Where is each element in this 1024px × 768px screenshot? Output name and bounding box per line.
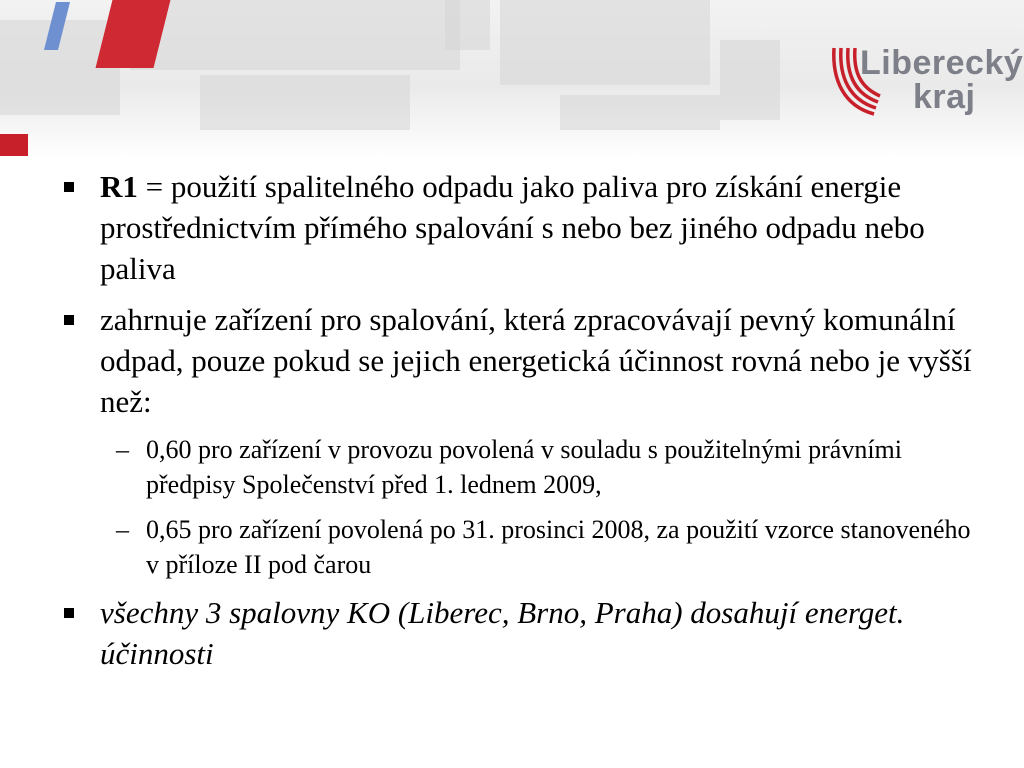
logo-text-liberecky: Liberecký	[860, 44, 1024, 82]
decor-block	[720, 40, 780, 120]
decor-block	[560, 95, 720, 130]
bullet-marker	[60, 592, 100, 634]
decor-block	[500, 0, 710, 85]
decor-block	[445, 0, 490, 50]
r1-definition: = použití spalitelného odpadu jako paliva pro získání energie prostřednictvím přímého spalování s nebo bez jiného odpadu nebo paliva	[100, 169, 925, 286]
r1-term: R1	[100, 169, 138, 204]
bullet-text: zahrnuje zařízení pro spalování, která zpracovávají pevný komunální odpad, pouze pokud se jejich energetická účinnost rovná nebo je vyšší než:	[100, 302, 972, 419]
decor-block	[130, 0, 460, 70]
header-banner	[0, 0, 1024, 158]
bullet-text: všechny 3 spalovny KO (Liberec, Brno, Praha) dosahují energet. účinnosti	[100, 595, 905, 671]
decor-red-stripe	[0, 134, 28, 156]
dash-marker: –	[116, 515, 129, 544]
decor-block	[200, 75, 410, 130]
sub-bullet-item	[116, 432, 980, 502]
bullet-text	[100, 166, 980, 289]
sub-bullet-item	[116, 512, 980, 582]
bullet-marker	[60, 166, 100, 208]
liberecky-kraj-logo	[826, 40, 1024, 120]
bullet-item	[60, 166, 980, 289]
sub-bullet-text: 0,65 pro zařízení povolená po 31. prosinci 2008, za použití vzorce stanoveného v příloze II pod čarou	[146, 515, 971, 579]
sub-bullet-text: 0,60 pro zařízení v provozu povolená v souladu s použitelnými právními předpisy Společenství před 1. lednem 2009,	[146, 435, 902, 499]
logo-text-kraj: kraj	[913, 78, 976, 116]
dash-marker: –	[116, 435, 129, 464]
bullet-item	[60, 299, 980, 422]
slide-body	[60, 166, 980, 684]
bullet-item	[60, 592, 980, 674]
bullet-marker	[60, 299, 100, 341]
